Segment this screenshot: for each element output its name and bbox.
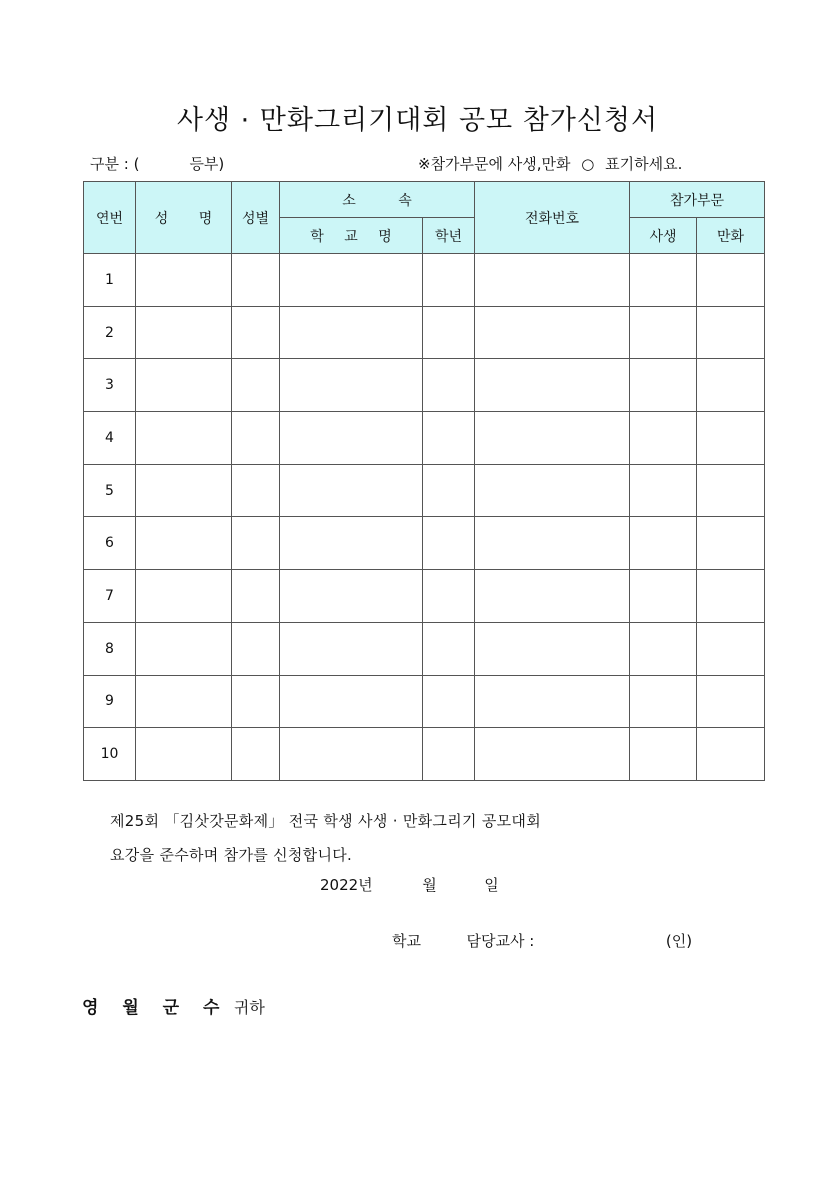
- cell-cartoon[interactable]: [697, 412, 765, 465]
- cell-phone[interactable]: [475, 517, 630, 570]
- cell-gender[interactable]: [232, 675, 280, 728]
- cell-name[interactable]: [136, 412, 232, 465]
- cell-school[interactable]: [280, 359, 423, 412]
- cell-phone[interactable]: [475, 359, 630, 412]
- cell-phone[interactable]: [475, 728, 630, 781]
- cell-name[interactable]: [136, 464, 232, 517]
- cell-cartoon[interactable]: [697, 306, 765, 359]
- cell-grade[interactable]: [423, 675, 475, 728]
- teacher-signature: [392, 930, 692, 951]
- row-number: 7: [84, 570, 136, 623]
- cell-sketch[interactable]: [630, 570, 697, 623]
- cell-phone[interactable]: [475, 254, 630, 307]
- date-day: 일: [484, 876, 499, 894]
- row-number: 10: [84, 728, 136, 781]
- cell-name[interactable]: [136, 517, 232, 570]
- cell-gender[interactable]: [232, 464, 280, 517]
- division-field: [90, 153, 224, 174]
- cell-school[interactable]: [280, 412, 423, 465]
- header-cartoon: 만화: [697, 218, 765, 254]
- table-row: [84, 728, 765, 781]
- cell-sketch[interactable]: [630, 622, 697, 675]
- table-row: [84, 517, 765, 570]
- cell-sketch[interactable]: [630, 675, 697, 728]
- signature-teacher: 담당교사 :: [466, 932, 535, 950]
- category-note: [418, 153, 682, 174]
- header-no: 연번: [84, 182, 136, 254]
- cell-cartoon[interactable]: [697, 728, 765, 781]
- table-row: [84, 675, 765, 728]
- form-title: 사생 · 만화그리기대회 공모 참가신청서: [176, 105, 659, 136]
- cell-cartoon[interactable]: [697, 517, 765, 570]
- cell-grade[interactable]: [423, 412, 475, 465]
- row-number: 5: [84, 464, 136, 517]
- cell-grade[interactable]: [423, 728, 475, 781]
- cell-cartoon[interactable]: [697, 359, 765, 412]
- cell-school[interactable]: [280, 622, 423, 675]
- cell-gender[interactable]: [232, 306, 280, 359]
- cell-gender[interactable]: [232, 517, 280, 570]
- cell-grade[interactable]: [423, 517, 475, 570]
- row-number: 6: [84, 517, 136, 570]
- cell-grade[interactable]: [423, 622, 475, 675]
- cell-gender[interactable]: [232, 412, 280, 465]
- cell-phone[interactable]: [475, 464, 630, 517]
- cell-name[interactable]: [136, 306, 232, 359]
- cell-name[interactable]: [136, 254, 232, 307]
- cell-gender[interactable]: [232, 254, 280, 307]
- cell-grade[interactable]: [423, 359, 475, 412]
- application-date: [320, 874, 499, 895]
- cell-gender[interactable]: [232, 728, 280, 781]
- cell-grade[interactable]: [423, 254, 475, 307]
- cell-cartoon[interactable]: [697, 464, 765, 517]
- header-name: 성 명: [136, 182, 232, 254]
- header-affiliation: 소 속: [280, 182, 475, 218]
- header-school: 학 교 명: [280, 218, 423, 254]
- row-number: 8: [84, 622, 136, 675]
- division-label: 구분 : (: [90, 155, 140, 173]
- signature-school: 학교: [392, 932, 421, 950]
- cell-school[interactable]: [280, 517, 423, 570]
- division-suffix: 등부): [189, 155, 225, 173]
- cell-school[interactable]: [280, 254, 423, 307]
- cell-name[interactable]: [136, 675, 232, 728]
- circle-icon: ○: [581, 155, 595, 173]
- cell-name[interactable]: [136, 570, 232, 623]
- header-gender: 성별: [232, 182, 280, 254]
- cell-sketch[interactable]: [630, 464, 697, 517]
- header-phone: 전화번호: [475, 182, 630, 254]
- application-table: [83, 181, 765, 781]
- table-row: [84, 622, 765, 675]
- recipient-name: 영 월 군 수: [82, 998, 229, 1018]
- row-number: 3: [84, 359, 136, 412]
- cell-gender[interactable]: [232, 570, 280, 623]
- cell-phone[interactable]: [475, 570, 630, 623]
- cell-phone[interactable]: [475, 306, 630, 359]
- header-category: 참가부문: [630, 182, 765, 218]
- cell-sketch[interactable]: [630, 728, 697, 781]
- table-row: [84, 306, 765, 359]
- row-number: 4: [84, 412, 136, 465]
- cell-gender[interactable]: [232, 359, 280, 412]
- cell-school[interactable]: [280, 728, 423, 781]
- cell-phone[interactable]: [475, 675, 630, 728]
- cell-gender[interactable]: [232, 622, 280, 675]
- header-sketch: 사생: [630, 218, 697, 254]
- signature-seal: (인): [665, 932, 693, 950]
- cell-name[interactable]: [136, 622, 232, 675]
- table-row: [84, 464, 765, 517]
- header-grade: 학년: [423, 218, 475, 254]
- cell-name[interactable]: [136, 359, 232, 412]
- cell-school[interactable]: [280, 306, 423, 359]
- cell-cartoon[interactable]: [697, 622, 765, 675]
- cell-sketch[interactable]: [630, 359, 697, 412]
- cell-sketch[interactable]: [630, 517, 697, 570]
- cell-sketch[interactable]: [630, 254, 697, 307]
- note-suffix: 표기하세요.: [605, 155, 683, 173]
- recipient-honorific: 귀하: [233, 998, 265, 1017]
- cell-phone[interactable]: [475, 412, 630, 465]
- table-row: [84, 412, 765, 465]
- note-prefix: ※참가부문에 사생,만화: [418, 155, 571, 173]
- cell-sketch[interactable]: [630, 412, 697, 465]
- row-number: 9: [84, 675, 136, 728]
- recipient: [82, 993, 265, 1018]
- cell-school[interactable]: [280, 570, 423, 623]
- cell-grade[interactable]: [423, 464, 475, 517]
- declaration-line-2: 요강을 준수하며 참가를 신청합니다.: [110, 846, 353, 864]
- cell-cartoon[interactable]: [697, 254, 765, 307]
- cell-cartoon[interactable]: [697, 675, 765, 728]
- cell-school[interactable]: [280, 464, 423, 517]
- cell-cartoon[interactable]: [697, 570, 765, 623]
- table-row: [84, 570, 765, 623]
- cell-school[interactable]: [280, 675, 423, 728]
- cell-grade[interactable]: [423, 306, 475, 359]
- table-row: [84, 359, 765, 412]
- cell-grade[interactable]: [423, 570, 475, 623]
- cell-phone[interactable]: [475, 622, 630, 675]
- cell-sketch[interactable]: [630, 306, 697, 359]
- row-number: 1: [84, 254, 136, 307]
- table-row: [84, 254, 765, 307]
- row-number: 2: [84, 306, 136, 359]
- cell-name[interactable]: [136, 728, 232, 781]
- declaration-line-1: 제25회 「김삿갓문화제」 전국 학생 사생 · 만화그리기 공모대회: [110, 812, 542, 830]
- date-year: 2022년: [320, 876, 373, 894]
- date-month: 월: [422, 876, 437, 894]
